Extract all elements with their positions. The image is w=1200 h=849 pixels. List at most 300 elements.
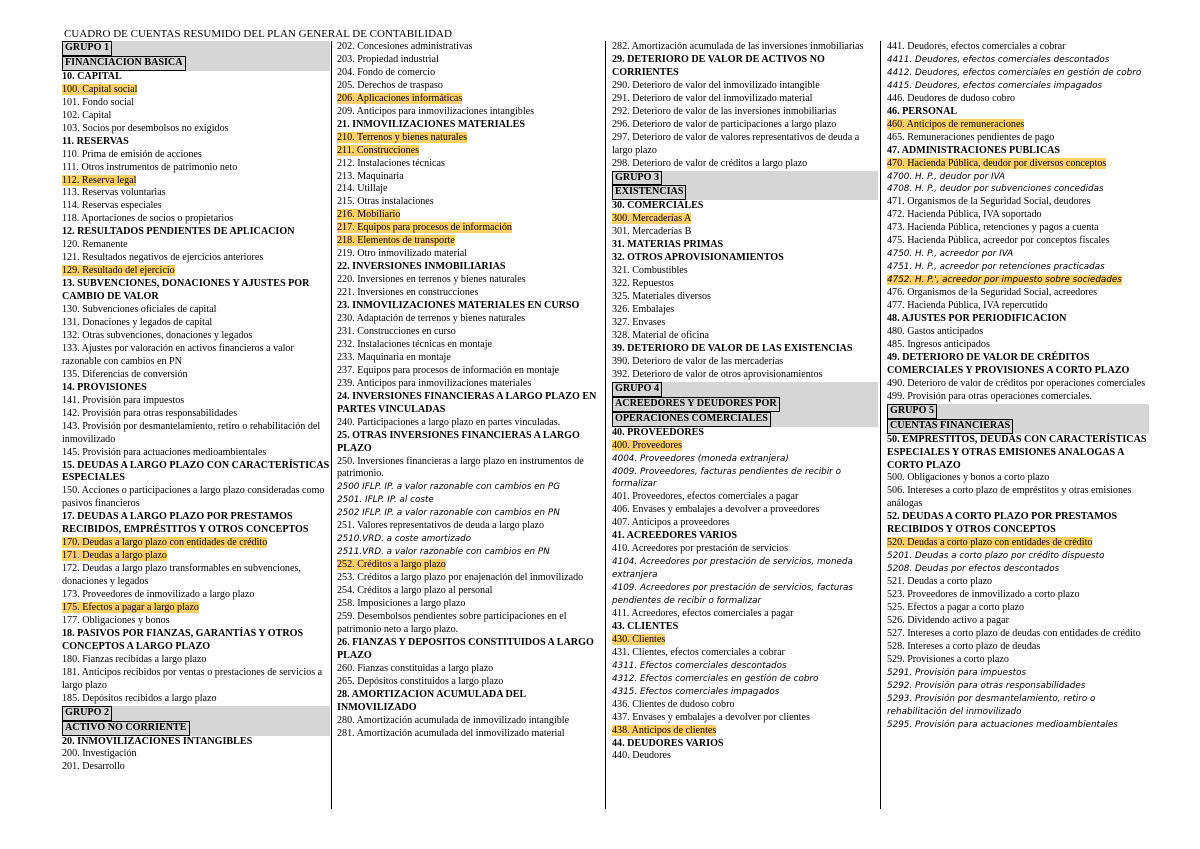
account-text: 43. CLIENTES [612, 620, 679, 632]
account-entry [62, 654, 330, 667]
account-entry [62, 175, 330, 188]
account-text: 237. Equipos para procesos de información en montaje [337, 364, 559, 376]
account-entry [887, 576, 1149, 589]
account-text: 411. Acreedores, efectos comerciales a pagar [612, 607, 794, 619]
highlighted-account-text: 470. Hacienda Pública, deudor por diversos conceptos [887, 157, 1107, 169]
group-header [62, 41, 330, 56]
account-text: 326. Embalajes [612, 304, 675, 316]
account-text: 407. Anticipos a proveedores [612, 517, 730, 529]
account-entry [62, 84, 330, 97]
account-text: 4750. H. P., acreedor por IVA [887, 249, 1014, 260]
account-entry [62, 187, 330, 200]
account-text: 281. Amortización acumulada del inmovilizado material [337, 727, 565, 739]
account-text: 254. Créditos a largo plazo al personal [337, 585, 493, 597]
account-text: 204. Fondo de comercio [337, 66, 436, 78]
account-text: 103. Socios por desembolsos no exigidos [62, 122, 229, 134]
account-text: 111. Otros instrumentos de patrimonio neto [62, 161, 238, 173]
highlighted-account-text: 252. Créditos a largo plazo [337, 559, 446, 571]
account-entry [62, 693, 330, 706]
account-entry [887, 183, 1149, 196]
account-entry [887, 589, 1149, 602]
account-entry [337, 222, 601, 235]
account-text: 39. DETERIORO DE VALOR DE LAS EXISTENCIAS [612, 342, 853, 354]
account-entry [337, 572, 601, 585]
account-text: 142. Provisión para otras responsabilidades [62, 407, 238, 419]
account-entry [62, 330, 330, 343]
account-entry [62, 748, 330, 761]
account-entry [887, 67, 1149, 80]
account-text: 13. SUBVENCIONES, DONACIONES Y AJUSTES POR CAMBIO DE VALOR [62, 278, 310, 303]
section-heading [887, 434, 1149, 473]
account-text: 392. Deterioro de valor de otros aprovisionamientos [612, 368, 823, 380]
account-text: 301. Mercaderías B [612, 226, 692, 238]
group-label: ACREEDORES Y DEUDORES POR [612, 397, 780, 412]
account-text: 215. Otras instalaciones [337, 196, 434, 208]
account-entry [612, 699, 878, 712]
account-text: 4109. Acreedores por prestación de servicios, facturas pendientes de recibir o formalizar [612, 583, 853, 607]
account-entry [887, 680, 1149, 693]
highlighted-account-text: 300. Mercaderías A [612, 213, 692, 225]
account-text: 401. Proveedores, efectos comerciales a pagar [612, 491, 799, 503]
account-entry [887, 171, 1149, 184]
account-text: 231. Construcciones en curso [337, 325, 456, 337]
group-header [612, 382, 878, 397]
section-heading [62, 71, 330, 84]
account-entry [337, 93, 601, 106]
account-text: 473. Hacienda Pública, retenciones y pagos a cuenta [887, 222, 1099, 234]
account-text: 446. Deudores de dudoso cobro [887, 92, 1016, 104]
account-entry [337, 481, 601, 494]
account-entry [887, 222, 1149, 235]
account-entry [62, 110, 330, 123]
account-text: 200. Investigación [62, 748, 137, 760]
account-text: 46. PERSONAL [887, 105, 958, 117]
account-text: 114. Reservas especiales [62, 200, 162, 212]
account-text: 185. Depósitos recibidos a largo plazo [62, 692, 217, 704]
account-entry [337, 106, 601, 119]
section-heading [62, 136, 330, 149]
account-entry [62, 317, 330, 330]
account-entry [337, 313, 601, 326]
account-entry [612, 608, 878, 621]
account-text: 113. Reservas voluntarias [62, 187, 166, 199]
account-text: 297. Deterioro de valor de valores representativos de deuda a largo plazo [612, 131, 860, 156]
account-text: 110. Prima de emisión de acciones [62, 148, 202, 160]
account-entry [337, 507, 601, 520]
account-entry [887, 274, 1149, 287]
account-text: 23. INMOVILIZACIONES MATERIALES EN CURSO [337, 300, 580, 312]
account-text: 406. Envases y embalajes a devolver a proveedores [612, 504, 820, 516]
section-heading [337, 637, 601, 663]
account-text: 291. Deterioro de valor del inmovilizado material [612, 92, 813, 104]
account-text: 26. FIANZAS Y DEPOSITOS CONSTITUIDOS A LARGO PLAZO [337, 636, 594, 661]
account-entry [612, 265, 878, 278]
group-label: GRUPO 2 [62, 706, 112, 721]
account-entry [887, 615, 1149, 628]
account-entry [337, 171, 601, 184]
account-entry [337, 417, 601, 430]
account-entry [612, 556, 878, 582]
account-entry [337, 339, 601, 352]
account-text: 11. RESERVAS [62, 135, 129, 147]
account-text: 250. Inversiones financieras a largo plazo en instrumentos de patrimonio. [337, 455, 584, 480]
account-text: 41. ACREEDORES VARIOS [612, 530, 737, 542]
account-entry [337, 728, 601, 741]
account-text: 5293. Provisión por desmantelamiento, retiro o rehabilitación del inmovilizado [887, 693, 1096, 717]
account-text: 525. Efectos a pagar a corto plazo [887, 601, 1025, 613]
account-entry [887, 196, 1149, 209]
highlighted-account-text: 175. Efectos a pagar a largo plazo [62, 601, 199, 613]
account-text: 5291. Provisión para impuestos [887, 667, 1027, 678]
account-entry [337, 676, 601, 689]
account-text: 52. DEUDAS A CORTO PLAZO POR PRESTAMOS RECIBIDOS Y OTROS CONCEPTOS [887, 511, 1118, 536]
highlighted-account-text: 171. Deudas a largo plazo [62, 550, 167, 562]
account-text: 2501. IFLP. IP. al coste [337, 495, 434, 506]
section-heading [887, 145, 1149, 158]
account-entry [62, 265, 330, 278]
account-text: 328. Material de oficina [612, 329, 709, 341]
account-text: 4315. Efectos comerciales impagados [612, 686, 780, 697]
highlighted-account-text: 438. Anticipos de clientes [612, 724, 717, 736]
group-header [887, 419, 1149, 434]
account-entry [612, 356, 878, 369]
account-entry [62, 667, 330, 693]
account-entry [62, 447, 330, 460]
account-text: 280. Amortización acumulada de inmovilizado intangible [337, 714, 570, 726]
section-heading [62, 511, 330, 537]
account-entry [62, 123, 330, 136]
account-text: 180. Fianzas recibidas a largo plazo [62, 653, 207, 665]
section-heading [612, 343, 878, 356]
account-text: 220. Inversiones en terrenos y bienes naturales [337, 274, 526, 286]
account-entry [887, 235, 1149, 248]
account-entry [62, 343, 330, 369]
account-text: 120. Remanente [62, 239, 128, 251]
account-text: 135. Diferencias de conversión [62, 368, 188, 380]
account-entry [887, 537, 1149, 550]
account-text: 436. Clientes de dudoso cobro [612, 698, 735, 710]
section-heading [62, 382, 330, 395]
account-entry [887, 326, 1149, 339]
account-text: 21. INMOVILIZACIONES MATERIALES [337, 118, 525, 130]
account-text: 221. Inversiones en construcciones [337, 287, 479, 299]
account-text: 523. Proveedores de inmovilizado a corto plazo [887, 589, 1080, 601]
account-entry [62, 97, 330, 110]
account-text: 209. Anticipos para inmovilizaciones intangibles [337, 105, 535, 117]
account-entry [62, 550, 330, 563]
account-text: 441. Deudores, efectos comerciales a cobrar [887, 41, 1066, 52]
account-entry [337, 533, 601, 546]
account-entry [887, 472, 1149, 485]
account-entry [887, 158, 1149, 171]
account-text: 20. INMOVILIZACIONES INTANGIBLES [62, 735, 253, 747]
account-entry [612, 673, 878, 686]
account-text: 32. OTROS APROVISIONAMIENTOS [612, 252, 784, 264]
account-text: 292. Deterioro de valor de las inversiones inmobiliarias [612, 105, 837, 117]
column-3 [612, 41, 878, 809]
account-text: 150. Acciones o participaciones a largo plazo consideradas como pasivos financieros [62, 485, 325, 510]
section-heading [887, 511, 1149, 537]
group-header [62, 56, 330, 71]
account-entry [887, 378, 1149, 391]
account-text: 499. Provisión para otras operaciones comerciales. [887, 390, 1092, 402]
account-entry [337, 80, 601, 93]
account-entry [887, 485, 1149, 511]
account-entry [887, 80, 1149, 93]
account-entry [62, 408, 330, 421]
account-entry [337, 41, 601, 54]
account-text: 4415. Deudores, efectos comerciales impagados [887, 80, 1103, 91]
group-header [887, 404, 1149, 419]
account-text: 25. OTRAS INVERSIONES FINANCIERAS A LARGO PLAZO [337, 429, 580, 454]
account-text: 230. Adaptación de terrenos y bienes naturales [337, 313, 526, 325]
account-entry [337, 546, 601, 559]
highlighted-account-text: 4752. H. P.', acreedor por impuesto sobre sociedades [887, 275, 1122, 286]
account-text: 282. Amortización acumulada de las inversiones inmobiliarias [612, 41, 864, 52]
account-text: 239. Anticipos para inmovilizaciones materiales [337, 377, 532, 389]
section-heading [62, 736, 330, 749]
account-text: 527. Intereses a corto plazo de deudas con entidades de crédito [887, 627, 1141, 639]
account-entry [612, 80, 878, 93]
section-heading [612, 200, 878, 213]
section-heading [337, 430, 601, 456]
highlighted-account-text: 217. Equipos para procesos de información [337, 222, 512, 234]
account-text: 201. Desarrollo [62, 761, 125, 773]
account-entry [612, 725, 878, 738]
account-entry [612, 119, 878, 132]
column-4 [887, 41, 1149, 809]
section-heading [337, 119, 601, 132]
group-label: GRUPO 5 [887, 404, 937, 419]
account-entry [612, 582, 878, 608]
account-text: 102. Capital [62, 109, 112, 121]
account-entry [612, 543, 878, 556]
account-entry [612, 504, 878, 517]
account-text: 296. Deterioro de valor de participaciones a largo plazo [612, 118, 837, 130]
account-entry [62, 213, 330, 226]
account-text: 17. DEUDAS A LARGO PLAZO POR PRESTAMOS RECIBIDOS, EMPRÉSTITOS Y OTROS CONCEPTOS [62, 511, 309, 536]
account-entry [337, 598, 601, 611]
account-text: 410. Acreedores por prestación de servicios [612, 543, 789, 555]
account-text: 2502 IFLP. IP. a valor razonable con cambios en PN [337, 508, 560, 519]
group-label: CUENTAS FINANCIERAS [887, 419, 1013, 434]
account-entry [612, 291, 878, 304]
account-text: 131. Donaciones y legados de capital [62, 317, 213, 329]
account-entry [612, 712, 878, 725]
account-entry [62, 304, 330, 317]
highlighted-account-text: 210. Terrenos y bienes naturales [337, 131, 468, 143]
account-entry [887, 248, 1149, 261]
section-heading [612, 738, 878, 751]
account-text: 177. Obligaciones y bonos [62, 614, 170, 626]
highlighted-account-text: 460. Anticipos de remuneraciones [887, 118, 1025, 130]
account-entry [62, 615, 330, 628]
account-entry [612, 317, 878, 330]
column-1 [62, 41, 330, 809]
account-text: 130. Subvenciones oficiales de capital [62, 304, 217, 316]
account-entry [337, 209, 601, 222]
highlighted-account-text: 400. Proveedores [612, 439, 683, 451]
account-text: 4708. H. P., deudor por subvenciones concedidas [887, 184, 1104, 195]
document-title: CUADRO DE CUENTAS RESUMIDO DEL PLAN GENERAL DE CONTABILIDAD [64, 28, 452, 40]
section-heading [887, 106, 1149, 119]
group-header [612, 397, 878, 412]
account-text: 14. PROVISIONES [62, 381, 147, 393]
account-entry [62, 589, 330, 602]
account-text: 5201. Deudas a corto plazo por crédito dispuesto [887, 551, 1105, 562]
account-text: 298. Deterioro de valor de créditos a largo plazo [612, 157, 808, 169]
group-label: GRUPO 3 [612, 171, 662, 186]
account-entry [612, 41, 878, 54]
account-entry [887, 119, 1149, 132]
account-entry [62, 369, 330, 382]
section-heading [337, 689, 601, 715]
account-text: 465. Remuneraciones pendientes de pago [887, 131, 1055, 143]
highlighted-account-text: 129. Resultado del ejercicio [62, 265, 175, 277]
account-entry [612, 106, 878, 119]
account-text: 290. Deterioro de valor del inmovilizado intangible [612, 79, 820, 91]
account-text: 526. Dividendo activo a pagar [887, 614, 1009, 626]
highlighted-account-text: 112. Reserva legal [62, 174, 137, 186]
highlighted-account-text: 211. Construcciones [337, 144, 420, 156]
account-entry [337, 365, 601, 378]
account-text: 24. INVERSIONES FINANCIERAS A LARGO PLAZO EN PARTES VINCULADAS [337, 390, 597, 415]
account-text: 528. Intereses a corto plazo de deudas [887, 640, 1041, 652]
account-entry [337, 352, 601, 365]
account-text: 440. Deudores [612, 750, 671, 762]
section-heading [62, 460, 330, 486]
account-text: 437. Envases y embalajes a devolver por clientes [612, 711, 810, 723]
account-text: 219. Otro inmovilizado material [337, 248, 468, 260]
account-entry [887, 628, 1149, 641]
account-text: 500. Obligaciones y bonos a corto plazo [887, 472, 1050, 484]
account-text: 521. Deudas a corto plazo [887, 576, 993, 588]
section-heading [337, 391, 601, 417]
account-entry [612, 491, 878, 504]
section-heading [612, 530, 878, 543]
account-text: 47. ADMINISTRACIONES PUBLICAS [887, 144, 1061, 156]
account-entry [887, 287, 1149, 300]
account-entry [887, 563, 1149, 576]
account-text: 172. Deudas a largo plazo transformables en subvenciones, donaciones y legados [62, 563, 301, 588]
section-heading [612, 54, 878, 80]
column-divider [605, 41, 606, 809]
account-text: 30. COMERCIALES [612, 200, 704, 212]
account-entry [62, 602, 330, 615]
account-text: 214. Utillaje [337, 183, 388, 195]
account-entry [887, 54, 1149, 67]
section-heading [612, 427, 878, 440]
account-entry [887, 339, 1149, 352]
account-text: 259. Desembolsos pendientes sobre participaciones en el patrimonio neto a largo plazo. [337, 610, 567, 635]
account-text: 31. MATERIAS PRIMAS [612, 239, 724, 251]
group-label: GRUPO 4 [612, 382, 662, 397]
account-text: 132. Otras subvenciones, donaciones y legados [62, 329, 253, 341]
account-entry [337, 235, 601, 248]
account-text: 4004. Proveedores (moneda extranjera) [612, 453, 789, 464]
account-entry [62, 252, 330, 265]
account-text: 202. Concesiones administrativas [337, 41, 473, 52]
account-text: 490. Deterioro de valor de créditos por operaciones comerciales [887, 377, 1146, 389]
account-text: 5208. Deudas por efectos descontados [887, 564, 1060, 575]
section-heading [62, 278, 330, 304]
account-entry [612, 634, 878, 647]
account-text: 143. Provisión por desmantelamiento, retiro o rehabilitación del inmovilizado [62, 420, 321, 445]
account-text: 4104. Acreedores por prestación de servicios, moneda extranjera [612, 557, 853, 581]
account-entry [612, 440, 878, 453]
account-text: 2511.VRD. a valor razonable con cambios en PN [337, 547, 550, 558]
highlighted-account-text: 206. Aplicaciones informáticas [337, 92, 463, 104]
account-entry [337, 663, 601, 676]
account-text: 529. Provisiones a corto plazo [887, 653, 1009, 665]
group-header [612, 185, 878, 200]
account-entry [337, 559, 601, 572]
account-entry [612, 453, 878, 466]
section-heading [887, 352, 1149, 378]
section-heading [612, 621, 878, 634]
account-entry [62, 395, 330, 408]
account-entry [337, 611, 601, 637]
group-label: OPERACIONES COMERCIALES [612, 412, 771, 427]
account-text: 240. Participaciones a largo plazo en partes vinculadas. [337, 416, 561, 428]
account-text: 18. PASIVOS POR FIANZAS, GARANTÍAS Y OTROS CONCEPTOS A LARGO PLAZO [62, 627, 304, 652]
account-entry [612, 660, 878, 673]
account-text: 232. Instalaciones técnicas en montaje [337, 338, 492, 350]
account-text: 480. Gastos anticipados [887, 325, 984, 337]
account-text: 327. Envases [612, 317, 666, 329]
section-heading [62, 226, 330, 239]
group-header [62, 721, 330, 736]
account-entry [62, 421, 330, 447]
account-text: 506. Intereses a corto plazo de empréstitos y otras emisiones análogas [887, 485, 1132, 510]
account-entry [62, 485, 330, 511]
highlighted-account-text: 430. Clientes [612, 633, 666, 645]
account-text: 4751. H. P., acreedor por retenciones practicadas [887, 262, 1105, 273]
highlighted-account-text: 216. Mobiliario [337, 209, 401, 221]
account-text: 475. Hacienda Pública, acreedor por conceptos fiscales [887, 235, 1110, 247]
account-text: 10. CAPITAL [62, 70, 122, 82]
account-entry [612, 93, 878, 106]
account-entry [612, 158, 878, 171]
account-text: 40. PROVEEDORES [612, 426, 704, 438]
account-text: 4411. Deudores, efectos comerciales descontados [887, 54, 1110, 65]
account-entry [62, 162, 330, 175]
account-text: 50. EMPRESTITOS, DEUDAS CON CARACTERÍSTICAS ESPECIALES Y OTRAS EMISIONES ANALOGAS A CORTO PLAZO [887, 433, 1147, 471]
group-header [612, 171, 878, 186]
section-heading [612, 239, 878, 252]
account-entry [337, 585, 601, 598]
account-text: 49. DETERIORO DE VALOR DE CRÉDITOS COMERCIALES Y PROVISIONES A CORTO PLAZO [887, 351, 1130, 376]
account-entry [612, 213, 878, 226]
account-text: 390. Deterioro de valor de las mercaderías [612, 355, 784, 367]
group-label: GRUPO 1 [62, 41, 112, 56]
account-text: 471. Organismos de la Seguridad Social, deudores [887, 196, 1091, 208]
highlighted-account-text: 218. Elementos de transporte [337, 235, 455, 247]
account-text: 173. Proveedores de inmovilizado a largo plazo [62, 589, 255, 601]
account-text: 29. DETERIORO DE VALOR DE ACTIVOS NO CORRIENTES [612, 53, 825, 78]
group-label: EXISTENCIAS [612, 185, 686, 200]
account-entry [337, 456, 601, 482]
account-entry [337, 287, 601, 300]
account-text: 4412. Deudores, efectos comerciales en gestión de cobro [887, 67, 1142, 78]
account-text: 203. Propiedad industrial [337, 53, 439, 65]
account-text: 431. Clientes, efectos comerciales a cobrar [612, 646, 785, 658]
account-text: 133. Ajustes por valoración en activos financieros a valor razonable con cambios en PN [62, 342, 294, 367]
account-text: 12. RESULTADOS PENDIENTES DE APLICACION [62, 226, 295, 238]
section-heading [612, 252, 878, 265]
account-text: 22. INVERSIONES INMOBILIARIAS [337, 261, 506, 273]
group-header [62, 706, 330, 721]
